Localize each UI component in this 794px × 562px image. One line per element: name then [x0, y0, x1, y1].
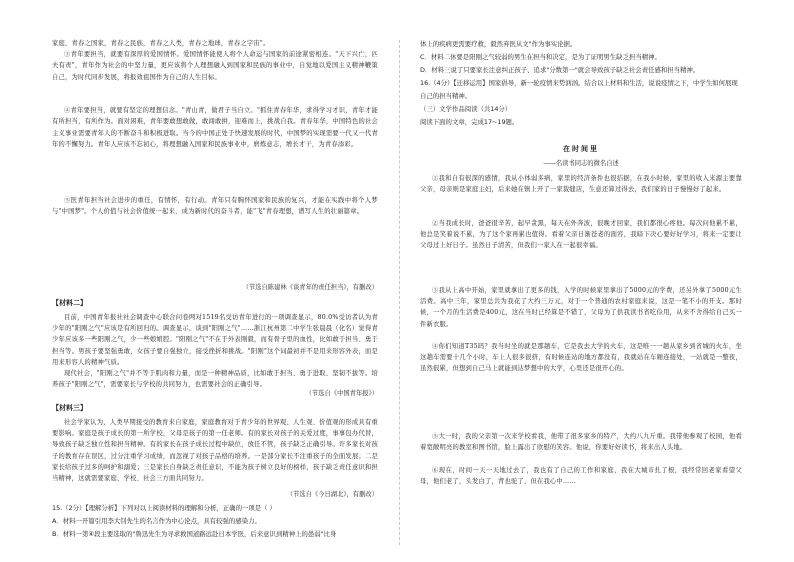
passage-block-1 [52, 38, 378, 240]
option-c: C．材料二休要是阳刚之气较弱的男生在担当和决定，是为了证明男生缺乏担当精神。 [420, 53, 661, 61]
source-citation: （节选自《中国青年报》） [305, 390, 378, 397]
paragraph: ③我从上高中开始，家里就拿出了更多的钱，入学的时候家里拿出了5000元的学费，还另外拿了5000元生活费。高中三年，家里总共为我花了大约三万元，对于一个普通的农村家庭来说，这是一笔不小的开支。那时候，一个月的生活费是400元，这在当时已经算是不错了，父母为了供我读书省吃俭用，从来不舍得给自己买一件新衣服。 [420, 287, 742, 328]
paragraph: 社会学家认为，人类早期接受的教育来自家庭，家庭教育对于青少年的世界观、人生观、价值观的形成具有重要影响。家庭是孩子成长的第一所学校，父母是孩子的第一任老师。有的家长对孩子的关爱过度，事事包办代替，导致孩子缺乏独立性和担当精神。有的家长在孩子成长过程中缺位，放任不管，孩子缺乏正确引导。许多家长对孩子的教育存在误区，过分注重学习成绩，而忽视了对孩子品格的培养。一是部分家长不注重孩子的全面发展；二是家长给孩子过多的呵护和溺爱；三是家长自身缺乏责任意识，不能为孩子树立良好的榜样，孩子缺乏责任意识和担当精神，这就需要家庭、学校、社会三方面共同努力。 [52, 419, 378, 483]
option-b-continued: 体上的疾病更需要疗救，毅然弃医从文"作为事实论据。 [420, 40, 577, 48]
source-citation: （节选自陈建林《谈青年的责任担当》，有删改） [242, 284, 378, 291]
question-16: 16.（4分）【迁移运用】国家倡导，新一轮疫情来势汹汹。结合以上材料和生活，说说疫情之下，中学生如何展现自己的担当精神。 [420, 79, 738, 100]
paragraph: ②当我成长时，爸爸很辛苦，起早贪黑，每天在外奔波，很晚才回家，我们都很心疼他。每次问他累不累，他总是笑着说不累，为了这个家再累也值得。看着父亲日渐苍老的面容，我暗下决心要好好学习，将来一定要让父母过上好日子。虽然日子清苦，但我们一家人在一起很幸福。 [420, 220, 742, 250]
paragraph: 现代社会，"阳刚之气"并不等于肌肉和力量，而是一种精神品质，比如敢于担当、勇于进取、坚韧不拔等。培养孩子"阳刚之气"，需要家长与学校的共同努力，也需要社会的正确引导。 [52, 370, 378, 389]
question-stem: 15.（2分）【理解分析】下列对以上阅读材料的理解和分析，正确的一项是（ ） [52, 504, 276, 512]
question-continued [420, 38, 742, 129]
paragraph: 家庭，青春之国家，青春之民族，青春之人类，青春之地球，青春之宇宙"。 [52, 40, 270, 47]
paragraph: ④青年要担当，就要有坚定的理想信念。"青山青，做君子当自立。"抓住青春年华，求得学习才识，青年才能有所担当，有所作为。面对困难，青年要敢想敢做，敢闯敢拼，迎难而上，挑战自我。青春年华，中国特色的社会主义事业需要青年人的不断奋斗和积极进取。当今的中国正处于快速发展的时代，中国梦的实现需要一代又一代青年的不懈努力。青年人应该不忘初心，将理想融入国家和民族事业中，磨炼意志，增长才干，为青春添彩。 [52, 107, 378, 148]
story-body [420, 173, 742, 487]
story-title: 在时间里 [563, 144, 599, 153]
paragraph: ⑥现在，时间一天一天地过去了，我也有了自己的工作和家庭，我在大城市扎了根，我经常回老家看望父母，他们老了，头发白了，背也驼了，但在我心中…… [420, 467, 742, 486]
paragraph: ①我和自有很深的感情，我从小体弱多病，家里的经济条件也很拮据，在我小时候，家里的收入来源主要靠父亲，母亲则是家庭主妇，后来她在镇上开了一家裁缝店，生意还算过得去，我们家的日子慢慢好了起来。 [420, 175, 742, 194]
section-heading: （三）文学作品阅读（共14分） [420, 105, 512, 113]
material-heading: 【材料二】 [52, 298, 87, 307]
paragraph: ⑤大一时，我的父亲第一次来学校看我，他带了很多家乡的特产，大约八九斤重。我带他参观了校园，他看着宽敞明亮的教室和图书馆，脸上露出了欣慰的笑容。他说，你要好好读书，将来出人头地。 [420, 433, 742, 452]
option-d: D．材料三说了只要家长注意纠正孩子、追求"分数第一"就会导致孩子缺乏社会责任感和担当精神。 [420, 66, 700, 74]
question-15 [52, 502, 378, 541]
material-2-block [52, 312, 378, 389]
paragraph: ③青年要担当，就要有深厚的爱国情怀。爱国情怀能使人将个人命运与国家的前途紧密相连。"天下兴亡，匹夫有责"，青年作为社会的中坚力量，更应该将个人理想融入到国家和民族的事业中，自觉地以爱国主义精神鞭策自己，为时代同步发展，将报效祖国作为自己的人生目标。 [52, 51, 378, 81]
story-byline: ——名读书同志的微名自述 [543, 160, 619, 167]
paragraph: ④你们知道T35吗？我当时坐的就是那趟车，它是我去大学的火车，这是唯一一趟从家乡到省城的火车，坐这趟车需要十几个小时，车上人很多很挤，有时候连站的地方都没有，我就站在车厢连接处，一站就是一整夜，虽然很累，但想到自己马上就能到达梦想中的大学，心里还是很开心的。 [420, 343, 742, 373]
section-instruction: 阅读下面的文章，完成17~19题。 [420, 118, 519, 126]
paragraph: ⑤医青年担当社会进步的重任，有情怀，有行动。青年只有胸怀国家和民族的复兴，才能在实践中将个人梦与"中国梦"。个人价值与社会价值统一起来，成为新时代的奋斗者，能"飞"青春理想，谱写人生的壮丽篇章。 [52, 197, 378, 216]
paragraph: 目前，中国青年报社社会调查中心联合问卷网对1519名受访青年进行的一项调查显示，80.0%受访者认为青少年的"阳刚之气"应该是有所回归的。调查显示，谈到"阳刚之气"……浙江杭州第二中学生张晨晨（化名）觉得青少年应该多一些阳刚之气，少一些娘娘腔。"阳刚之气"不在于外表刚毅，而有骨子里的血性，比如敢于担当、勇于担当等。男孩子要坚强勇敢，女孩子要自强独立，接受挫折和挑战。"阳刚"这个词最初并不是用来形容外表，而是用来形容人的精神气质。 [52, 314, 378, 366]
option-a: A．材料一开篇引用李大钊先生的名言作为中心论点，具有较强的感染力。 [52, 517, 261, 525]
option-b: B．材料一第④段主要选取的"鲁迅先生为寻求救国道路远赴日本学医，后来意识到精神上的愚弱"比身 [52, 530, 337, 538]
left-column [52, 0, 378, 562]
material-3-block [52, 417, 378, 484]
source-citation: （节选自《今日湖北》，有删改） [286, 491, 378, 498]
material-heading: 【材料三】 [52, 403, 87, 412]
right-column [420, 0, 742, 562]
column-divider [399, 40, 400, 545]
